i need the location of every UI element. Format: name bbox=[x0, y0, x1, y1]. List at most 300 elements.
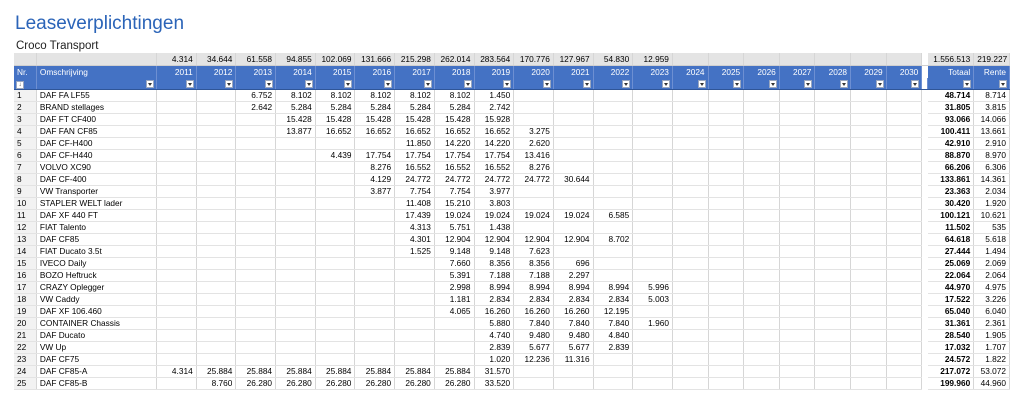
year-value-cell[interactable] bbox=[744, 162, 780, 174]
year-value-cell[interactable] bbox=[633, 366, 673, 378]
year-value-cell[interactable]: 15.210 bbox=[434, 198, 474, 210]
year-value-cell[interactable] bbox=[744, 354, 780, 366]
year-value-cell[interactable]: 1.020 bbox=[474, 354, 514, 366]
year-value-cell[interactable] bbox=[276, 246, 316, 258]
year-value-cell[interactable] bbox=[815, 306, 851, 318]
year-value-cell[interactable]: 12.195 bbox=[593, 306, 633, 318]
year-value-cell[interactable] bbox=[236, 114, 276, 126]
row-description[interactable]: BOZO Heftruck bbox=[36, 270, 156, 282]
year-value-cell[interactable] bbox=[633, 102, 673, 114]
year-value-cell[interactable] bbox=[886, 210, 922, 222]
year-value-cell[interactable] bbox=[315, 174, 355, 186]
year-value-cell[interactable]: 7.840 bbox=[514, 318, 554, 330]
year-value-cell[interactable]: 5.284 bbox=[355, 102, 395, 114]
year-value-cell[interactable] bbox=[514, 186, 554, 198]
year-value-cell[interactable] bbox=[633, 150, 673, 162]
year-value-cell[interactable] bbox=[236, 234, 276, 246]
year-value-cell[interactable]: 2.834 bbox=[514, 294, 554, 306]
year-value-cell[interactable]: 2.839 bbox=[474, 342, 514, 354]
year-value-cell[interactable]: 17.754 bbox=[395, 150, 435, 162]
year-value-cell[interactable] bbox=[708, 366, 744, 378]
year-value-cell[interactable] bbox=[315, 354, 355, 366]
year-value-cell[interactable] bbox=[236, 138, 276, 150]
year-value-cell[interactable] bbox=[779, 282, 815, 294]
year-value-cell[interactable] bbox=[633, 138, 673, 150]
filter-dropdown-icon[interactable] bbox=[733, 80, 741, 88]
year-value-cell[interactable] bbox=[236, 174, 276, 186]
year-value-cell[interactable] bbox=[744, 282, 780, 294]
year-value-cell[interactable] bbox=[553, 198, 593, 210]
year-value-cell[interactable] bbox=[236, 258, 276, 270]
year-value-cell[interactable] bbox=[633, 222, 673, 234]
filter-dropdown-icon[interactable] bbox=[769, 80, 777, 88]
year-value-cell[interactable] bbox=[633, 354, 673, 366]
year-value-cell[interactable] bbox=[395, 330, 435, 342]
year-value-cell[interactable]: 2.834 bbox=[474, 294, 514, 306]
year-value-cell[interactable]: 12.904 bbox=[514, 234, 554, 246]
year-value-cell[interactable] bbox=[355, 246, 395, 258]
year-value-cell[interactable] bbox=[355, 354, 395, 366]
year-value-cell[interactable] bbox=[815, 354, 851, 366]
year-value-cell[interactable] bbox=[355, 222, 395, 234]
year-value-cell[interactable] bbox=[708, 294, 744, 306]
year-value-cell[interactable] bbox=[236, 126, 276, 138]
year-value-cell[interactable] bbox=[196, 282, 236, 294]
year-value-cell[interactable] bbox=[276, 186, 316, 198]
year-value-cell[interactable] bbox=[815, 114, 851, 126]
year-value-cell[interactable] bbox=[355, 330, 395, 342]
year-value-cell[interactable] bbox=[815, 198, 851, 210]
year-value-cell[interactable] bbox=[886, 354, 922, 366]
year-value-cell[interactable] bbox=[196, 330, 236, 342]
filter-dropdown-icon[interactable] bbox=[344, 80, 352, 88]
year-value-cell[interactable] bbox=[355, 198, 395, 210]
year-value-cell[interactable] bbox=[886, 378, 922, 390]
year-value-cell[interactable] bbox=[315, 330, 355, 342]
table-row[interactable] bbox=[14, 294, 1010, 306]
year-value-cell[interactable] bbox=[236, 246, 276, 258]
year-value-cell[interactable]: 17.439 bbox=[395, 210, 435, 222]
year-value-cell[interactable] bbox=[593, 270, 633, 282]
year-value-cell[interactable] bbox=[744, 90, 780, 102]
year-value-cell[interactable] bbox=[886, 330, 922, 342]
year-value-cell[interactable] bbox=[196, 246, 236, 258]
year-value-cell[interactable] bbox=[395, 270, 435, 282]
year-value-cell[interactable]: 16.652 bbox=[395, 126, 435, 138]
year-value-cell[interactable] bbox=[708, 90, 744, 102]
year-value-cell[interactable] bbox=[157, 222, 197, 234]
year-value-cell[interactable]: 1.960 bbox=[633, 318, 673, 330]
filter-dropdown-icon[interactable] bbox=[186, 80, 194, 88]
year-value-cell[interactable]: 25.884 bbox=[276, 366, 316, 378]
table-row[interactable] bbox=[14, 354, 1010, 366]
year-value-cell[interactable]: 8.276 bbox=[514, 162, 554, 174]
year-value-cell[interactable]: 17.754 bbox=[474, 150, 514, 162]
year-value-cell[interactable]: 25.884 bbox=[434, 366, 474, 378]
year-value-cell[interactable] bbox=[593, 174, 633, 186]
year-value-cell[interactable]: 5.677 bbox=[514, 342, 554, 354]
year-value-cell[interactable] bbox=[315, 270, 355, 282]
year-value-cell[interactable]: 26.280 bbox=[315, 378, 355, 390]
year-value-cell[interactable] bbox=[276, 330, 316, 342]
year-value-cell[interactable] bbox=[708, 126, 744, 138]
year-value-cell[interactable] bbox=[633, 234, 673, 246]
year-value-cell[interactable] bbox=[434, 330, 474, 342]
year-value-cell[interactable] bbox=[744, 114, 780, 126]
year-value-cell[interactable] bbox=[851, 378, 887, 390]
year-value-cell[interactable] bbox=[815, 150, 851, 162]
year-value-cell[interactable]: 25.884 bbox=[395, 366, 435, 378]
year-value-cell[interactable] bbox=[851, 174, 887, 186]
year-value-cell[interactable] bbox=[315, 306, 355, 318]
year-value-cell[interactable]: 4.129 bbox=[355, 174, 395, 186]
year-value-cell[interactable] bbox=[779, 174, 815, 186]
year-value-cell[interactable] bbox=[276, 162, 316, 174]
table-row[interactable] bbox=[14, 162, 1010, 174]
year-value-cell[interactable]: 1.181 bbox=[434, 294, 474, 306]
year-value-cell[interactable] bbox=[157, 102, 197, 114]
year-value-cell[interactable]: 8.702 bbox=[593, 234, 633, 246]
year-value-cell[interactable] bbox=[553, 102, 593, 114]
year-value-cell[interactable] bbox=[236, 270, 276, 282]
year-value-cell[interactable] bbox=[672, 342, 708, 354]
year-value-cell[interactable] bbox=[276, 342, 316, 354]
year-value-cell[interactable] bbox=[276, 354, 316, 366]
year-value-cell[interactable] bbox=[815, 102, 851, 114]
filter-dropdown-icon[interactable] bbox=[543, 80, 551, 88]
year-value-cell[interactable] bbox=[593, 198, 633, 210]
year-value-cell[interactable]: 26.280 bbox=[236, 378, 276, 390]
table-row[interactable] bbox=[14, 90, 1010, 102]
year-value-cell[interactable]: 2.620 bbox=[514, 138, 554, 150]
year-value-cell[interactable] bbox=[276, 210, 316, 222]
year-value-cell[interactable]: 4.439 bbox=[315, 150, 355, 162]
year-value-cell[interactable] bbox=[157, 246, 197, 258]
year-value-cell[interactable] bbox=[196, 126, 236, 138]
table-row[interactable] bbox=[14, 258, 1010, 270]
year-value-cell[interactable] bbox=[157, 270, 197, 282]
row-description[interactable]: DAF CF85 bbox=[36, 234, 156, 246]
year-value-cell[interactable] bbox=[672, 126, 708, 138]
year-value-cell[interactable] bbox=[672, 306, 708, 318]
year-value-cell[interactable] bbox=[236, 294, 276, 306]
year-value-cell[interactable] bbox=[633, 330, 673, 342]
year-value-cell[interactable] bbox=[708, 138, 744, 150]
year-value-cell[interactable]: 6.752 bbox=[236, 90, 276, 102]
year-value-cell[interactable] bbox=[633, 306, 673, 318]
year-value-cell[interactable]: 26.280 bbox=[276, 378, 316, 390]
year-value-cell[interactable] bbox=[276, 198, 316, 210]
filter-dropdown-icon[interactable] bbox=[876, 80, 884, 88]
year-value-cell[interactable] bbox=[355, 294, 395, 306]
year-value-cell[interactable] bbox=[672, 282, 708, 294]
year-value-cell[interactable] bbox=[514, 198, 554, 210]
year-value-cell[interactable] bbox=[196, 234, 236, 246]
year-value-cell[interactable] bbox=[593, 366, 633, 378]
year-value-cell[interactable]: 8.102 bbox=[315, 90, 355, 102]
year-value-cell[interactable] bbox=[157, 186, 197, 198]
row-description[interactable]: DAF CF85-B bbox=[36, 378, 156, 390]
year-value-cell[interactable] bbox=[779, 138, 815, 150]
year-value-cell[interactable]: 3.803 bbox=[474, 198, 514, 210]
year-value-cell[interactable] bbox=[236, 354, 276, 366]
year-value-cell[interactable] bbox=[236, 318, 276, 330]
year-value-cell[interactable] bbox=[553, 366, 593, 378]
year-value-cell[interactable]: 5.284 bbox=[395, 102, 435, 114]
year-value-cell[interactable] bbox=[315, 234, 355, 246]
year-value-cell[interactable] bbox=[355, 342, 395, 354]
year-value-cell[interactable] bbox=[708, 210, 744, 222]
year-value-cell[interactable] bbox=[779, 330, 815, 342]
year-value-cell[interactable]: 8.356 bbox=[514, 258, 554, 270]
year-value-cell[interactable] bbox=[851, 186, 887, 198]
year-value-cell[interactable] bbox=[708, 306, 744, 318]
year-value-cell[interactable]: 9.148 bbox=[434, 246, 474, 258]
filter-dropdown-icon[interactable] bbox=[911, 80, 919, 88]
year-value-cell[interactable]: 5.284 bbox=[276, 102, 316, 114]
year-value-cell[interactable] bbox=[355, 138, 395, 150]
year-value-cell[interactable]: 4.840 bbox=[593, 330, 633, 342]
year-value-cell[interactable] bbox=[355, 234, 395, 246]
year-value-cell[interactable] bbox=[315, 246, 355, 258]
year-value-cell[interactable] bbox=[779, 294, 815, 306]
row-description[interactable]: IVECO Daily bbox=[36, 258, 156, 270]
year-value-cell[interactable] bbox=[157, 306, 197, 318]
row-description[interactable]: DAF Ducato bbox=[36, 330, 156, 342]
year-value-cell[interactable] bbox=[157, 210, 197, 222]
year-value-cell[interactable] bbox=[593, 138, 633, 150]
year-value-cell[interactable] bbox=[236, 186, 276, 198]
year-value-cell[interactable] bbox=[315, 210, 355, 222]
year-value-cell[interactable] bbox=[672, 258, 708, 270]
year-value-cell[interactable] bbox=[708, 114, 744, 126]
year-value-cell[interactable] bbox=[779, 102, 815, 114]
year-value-cell[interactable] bbox=[633, 246, 673, 258]
year-value-cell[interactable] bbox=[514, 114, 554, 126]
row-description[interactable]: DAF CF-400 bbox=[36, 174, 156, 186]
year-value-cell[interactable] bbox=[395, 318, 435, 330]
year-value-cell[interactable]: 8.102 bbox=[434, 90, 474, 102]
year-value-cell[interactable] bbox=[851, 318, 887, 330]
year-value-cell[interactable] bbox=[708, 246, 744, 258]
year-value-cell[interactable] bbox=[708, 318, 744, 330]
year-value-cell[interactable] bbox=[672, 102, 708, 114]
year-value-cell[interactable]: 16.260 bbox=[474, 306, 514, 318]
year-value-cell[interactable] bbox=[886, 90, 922, 102]
year-value-cell[interactable]: 11.408 bbox=[395, 198, 435, 210]
year-value-cell[interactable] bbox=[196, 222, 236, 234]
row-description[interactable]: DAF XF 106.460 bbox=[36, 306, 156, 318]
year-value-cell[interactable] bbox=[553, 222, 593, 234]
year-value-cell[interactable]: 25.884 bbox=[355, 366, 395, 378]
year-value-cell[interactable] bbox=[196, 354, 236, 366]
year-value-cell[interactable] bbox=[276, 174, 316, 186]
year-value-cell[interactable]: 31.570 bbox=[474, 366, 514, 378]
year-value-cell[interactable] bbox=[744, 330, 780, 342]
year-value-cell[interactable] bbox=[744, 186, 780, 198]
year-value-cell[interactable] bbox=[276, 150, 316, 162]
year-value-cell[interactable] bbox=[593, 114, 633, 126]
year-value-cell[interactable] bbox=[851, 90, 887, 102]
year-value-cell[interactable] bbox=[744, 294, 780, 306]
year-value-cell[interactable] bbox=[157, 150, 197, 162]
year-value-cell[interactable]: 3.877 bbox=[355, 186, 395, 198]
year-value-cell[interactable] bbox=[553, 162, 593, 174]
year-value-cell[interactable]: 4.740 bbox=[474, 330, 514, 342]
year-value-cell[interactable]: 16.652 bbox=[355, 126, 395, 138]
year-value-cell[interactable]: 3.977 bbox=[474, 186, 514, 198]
year-value-cell[interactable] bbox=[672, 246, 708, 258]
year-value-cell[interactable] bbox=[315, 198, 355, 210]
year-value-cell[interactable] bbox=[514, 90, 554, 102]
year-value-cell[interactable] bbox=[395, 282, 435, 294]
year-value-cell[interactable] bbox=[157, 378, 197, 390]
year-value-cell[interactable] bbox=[851, 222, 887, 234]
filter-dropdown-icon[interactable] bbox=[698, 80, 706, 88]
year-value-cell[interactable] bbox=[708, 330, 744, 342]
year-value-cell[interactable] bbox=[633, 378, 673, 390]
year-value-cell[interactable] bbox=[196, 270, 236, 282]
year-value-cell[interactable] bbox=[744, 342, 780, 354]
year-value-cell[interactable] bbox=[633, 198, 673, 210]
year-value-cell[interactable]: 8.102 bbox=[395, 90, 435, 102]
year-value-cell[interactable]: 2.642 bbox=[236, 102, 276, 114]
year-value-cell[interactable] bbox=[672, 90, 708, 102]
year-value-cell[interactable] bbox=[779, 246, 815, 258]
year-value-cell[interactable]: 16.652 bbox=[315, 126, 355, 138]
year-value-cell[interactable] bbox=[593, 186, 633, 198]
year-value-cell[interactable] bbox=[553, 90, 593, 102]
year-value-cell[interactable] bbox=[708, 150, 744, 162]
year-value-cell[interactable]: 24.772 bbox=[434, 174, 474, 186]
year-value-cell[interactable]: 19.024 bbox=[434, 210, 474, 222]
year-value-cell[interactable] bbox=[779, 198, 815, 210]
year-value-cell[interactable] bbox=[395, 294, 435, 306]
year-value-cell[interactable] bbox=[355, 318, 395, 330]
year-value-cell[interactable] bbox=[236, 198, 276, 210]
year-value-cell[interactable] bbox=[708, 378, 744, 390]
year-value-cell[interactable] bbox=[633, 126, 673, 138]
year-value-cell[interactable] bbox=[779, 210, 815, 222]
year-value-cell[interactable] bbox=[815, 126, 851, 138]
year-value-cell[interactable]: 8.994 bbox=[553, 282, 593, 294]
year-value-cell[interactable] bbox=[708, 342, 744, 354]
year-value-cell[interactable] bbox=[196, 138, 236, 150]
year-value-cell[interactable] bbox=[633, 270, 673, 282]
year-value-cell[interactable]: 8.994 bbox=[514, 282, 554, 294]
year-value-cell[interactable]: 11.316 bbox=[553, 354, 593, 366]
year-value-cell[interactable] bbox=[851, 258, 887, 270]
year-value-cell[interactable] bbox=[315, 138, 355, 150]
year-value-cell[interactable] bbox=[276, 318, 316, 330]
year-value-cell[interactable]: 15.428 bbox=[395, 114, 435, 126]
year-value-cell[interactable] bbox=[157, 354, 197, 366]
year-value-cell[interactable] bbox=[196, 150, 236, 162]
year-value-cell[interactable] bbox=[196, 198, 236, 210]
year-value-cell[interactable] bbox=[315, 162, 355, 174]
year-value-cell[interactable]: 2.297 bbox=[553, 270, 593, 282]
table-row[interactable] bbox=[14, 174, 1010, 186]
year-value-cell[interactable] bbox=[355, 258, 395, 270]
year-value-cell[interactable] bbox=[157, 330, 197, 342]
year-value-cell[interactable] bbox=[553, 378, 593, 390]
year-value-cell[interactable]: 9.480 bbox=[514, 330, 554, 342]
year-value-cell[interactable]: 8.102 bbox=[276, 90, 316, 102]
year-value-cell[interactable] bbox=[236, 222, 276, 234]
year-value-cell[interactable] bbox=[779, 366, 815, 378]
year-value-cell[interactable]: 4.313 bbox=[395, 222, 435, 234]
year-value-cell[interactable] bbox=[434, 354, 474, 366]
year-value-cell[interactable] bbox=[851, 294, 887, 306]
year-value-cell[interactable]: 8.760 bbox=[196, 378, 236, 390]
year-value-cell[interactable] bbox=[851, 210, 887, 222]
year-value-cell[interactable] bbox=[851, 306, 887, 318]
year-value-cell[interactable] bbox=[708, 270, 744, 282]
year-value-cell[interactable] bbox=[672, 294, 708, 306]
table-row[interactable] bbox=[14, 222, 1010, 234]
year-value-cell[interactable] bbox=[886, 258, 922, 270]
year-value-cell[interactable]: 8.994 bbox=[474, 282, 514, 294]
year-value-cell[interactable]: 5.751 bbox=[434, 222, 474, 234]
year-value-cell[interactable] bbox=[851, 114, 887, 126]
table-row[interactable] bbox=[14, 378, 1010, 390]
year-value-cell[interactable] bbox=[672, 162, 708, 174]
filter-dropdown-icon[interactable] bbox=[424, 80, 432, 88]
year-value-cell[interactable] bbox=[779, 114, 815, 126]
year-value-cell[interactable] bbox=[744, 222, 780, 234]
year-value-cell[interactable]: 15.428 bbox=[355, 114, 395, 126]
filter-dropdown-icon[interactable] bbox=[622, 80, 630, 88]
year-value-cell[interactable] bbox=[886, 138, 922, 150]
year-value-cell[interactable] bbox=[886, 114, 922, 126]
year-value-cell[interactable] bbox=[815, 270, 851, 282]
year-value-cell[interactable]: 1.438 bbox=[474, 222, 514, 234]
year-value-cell[interactable] bbox=[553, 150, 593, 162]
year-value-cell[interactable]: 5.391 bbox=[434, 270, 474, 282]
year-value-cell[interactable] bbox=[276, 282, 316, 294]
year-value-cell[interactable] bbox=[779, 162, 815, 174]
year-value-cell[interactable] bbox=[553, 126, 593, 138]
year-value-cell[interactable] bbox=[708, 102, 744, 114]
year-value-cell[interactable] bbox=[779, 378, 815, 390]
year-value-cell[interactable] bbox=[276, 294, 316, 306]
year-value-cell[interactable] bbox=[851, 366, 887, 378]
year-value-cell[interactable] bbox=[355, 210, 395, 222]
table-row[interactable] bbox=[14, 198, 1010, 210]
year-value-cell[interactable] bbox=[157, 258, 197, 270]
year-value-cell[interactable]: 11.850 bbox=[395, 138, 435, 150]
year-value-cell[interactable] bbox=[672, 186, 708, 198]
year-value-cell[interactable] bbox=[708, 198, 744, 210]
year-value-cell[interactable] bbox=[779, 126, 815, 138]
year-value-cell[interactable] bbox=[633, 174, 673, 186]
year-value-cell[interactable] bbox=[434, 342, 474, 354]
year-value-cell[interactable]: 15.428 bbox=[434, 114, 474, 126]
year-value-cell[interactable]: 2.834 bbox=[593, 294, 633, 306]
year-value-cell[interactable] bbox=[157, 234, 197, 246]
year-value-cell[interactable] bbox=[315, 342, 355, 354]
year-value-cell[interactable] bbox=[236, 306, 276, 318]
filter-dropdown-icon[interactable] bbox=[464, 80, 472, 88]
table-row[interactable] bbox=[14, 186, 1010, 198]
year-value-cell[interactable]: 16.260 bbox=[553, 306, 593, 318]
row-description[interactable]: DAF FAN CF85 bbox=[36, 126, 156, 138]
year-value-cell[interactable] bbox=[744, 306, 780, 318]
table-row[interactable] bbox=[14, 330, 1010, 342]
filter-dropdown-icon[interactable] bbox=[583, 80, 591, 88]
row-description[interactable]: CONTAINER Chassis bbox=[36, 318, 156, 330]
year-value-cell[interactable]: 12.904 bbox=[434, 234, 474, 246]
